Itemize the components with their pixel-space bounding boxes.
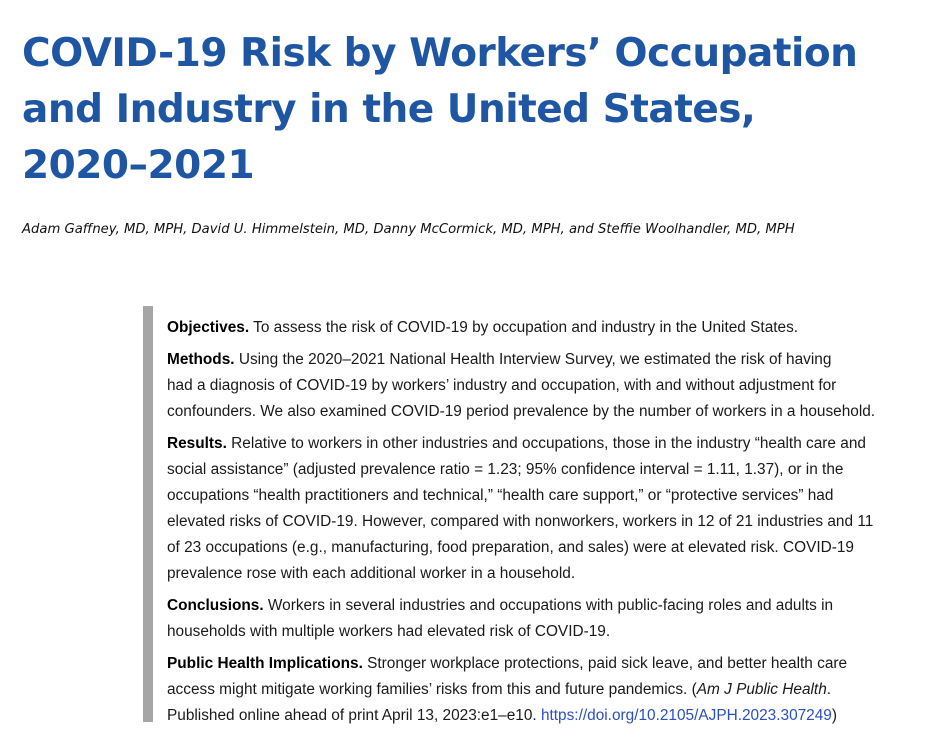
title-line: 2020–2021 (22, 143, 255, 188)
abstract-line (167, 677, 947, 703)
title-line: COVID-19 Risk by Workers’ Occupation (22, 31, 858, 76)
abstract-line (167, 703, 947, 729)
methods-text: confounders. We also examined COVID-19 period prevalence by the number of workers in a household. (167, 403, 876, 420)
implications-heading: Public Health Implications. (167, 655, 363, 672)
methods-text: Using the 2020–2021 National Health Interview Survey, we estimated the risk of having (234, 351, 832, 368)
doi-link[interactable]: https://doi.org/10.2105/AJPH.2023.307249 (540, 707, 832, 724)
abstract-results (167, 431, 947, 587)
implications-text: Stronger workplace protections, paid sick leave, and better health care (362, 655, 848, 672)
methods-heading: Methods. (167, 351, 235, 368)
abstract-line (167, 347, 947, 373)
conclusions-text: Workers in several industries and occupations with public-facing roles and adults in (263, 597, 834, 614)
results-text: Relative to workers in other industries and occupations, those in the industry “health care and (226, 435, 866, 452)
citation-text: Published online ahead of print April 13, 2023:e1–e10. (167, 707, 541, 724)
abstract-line (167, 651, 947, 677)
author-list: Adam Gaffney, MD, MPH, David U. Himmelstein, MD, Danny McCormick, MD, MPH, and Steffie Woolhandler, MD, MPH (22, 222, 795, 237)
conclusions-heading: Conclusions. (167, 597, 264, 614)
citation-punctuation: . (826, 681, 832, 698)
results-text: elevated risks of COVID-19. However, compared with nonworkers, workers in 12 of 21 industries and 11 (167, 513, 874, 530)
results-text: occupations “health practitioners and technical,” “health care support,” or “protective services” had (167, 487, 834, 504)
objectives-heading: Objectives. (167, 319, 250, 336)
title-line: and Industry in the United States, (22, 87, 756, 132)
article-title (22, 26, 947, 194)
abstract-line (167, 315, 947, 341)
conclusions-text: households with multiple workers had elevated risk of COVID-19. (167, 623, 611, 640)
results-heading: Results. (167, 435, 227, 452)
implications-text: access might mitigate working families’ risks from this and future pandemics. ( (167, 681, 697, 698)
methods-text: had a diagnosis of COVID-19 by workers’ industry and occupation, with and without adjustment for (167, 377, 837, 394)
citation-close: ) (831, 707, 838, 724)
abstract-objectives (167, 315, 947, 341)
abstract-side-bar (143, 306, 153, 722)
objectives-text: To assess the risk of COVID-19 by occupation and industry in the United States. (249, 319, 799, 336)
journal-name: Am J Public Health (696, 681, 827, 698)
abstract-line (167, 431, 947, 457)
abstract-conclusions (167, 593, 947, 645)
abstract-implications (167, 651, 947, 729)
results-text: prevalence rose with each additional worker in a household. (167, 565, 576, 582)
abstract (167, 315, 947, 735)
results-text: of 23 occupations (e.g., manufacturing, food preparation, and sales) were at elevated risk. COVID-19 (167, 539, 854, 556)
abstract-methods (167, 347, 947, 425)
results-text: social assistance” (adjusted prevalence ratio = 1.23; 95% confidence interval = 1.11, 1.37), or in the (167, 461, 844, 478)
abstract-line (167, 593, 947, 619)
